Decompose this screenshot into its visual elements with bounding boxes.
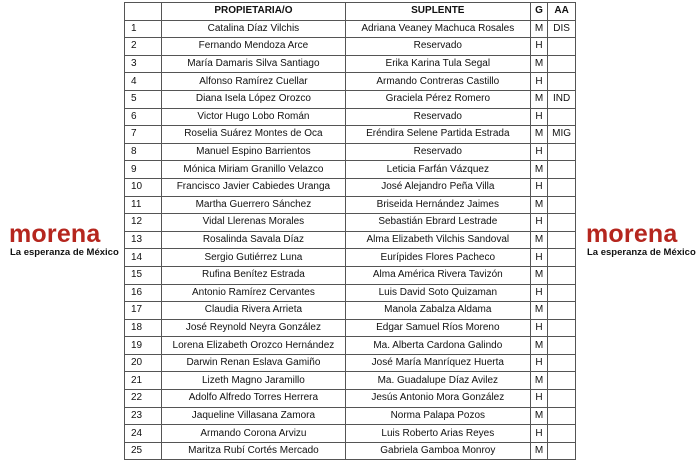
propietario-name: Rosalinda Savala Díaz [161,231,345,249]
aa-cell [548,425,576,443]
table-row [125,73,576,91]
genero-cell: H [530,249,547,267]
header-genero: G [530,3,547,21]
propietario-name: Roselia Suárez Montes de Oca [161,126,345,144]
aa-cell [548,302,576,320]
propietario-name: Victor Hugo Lobo Román [161,108,345,126]
row-number: 3 [125,55,162,73]
aa-cell [548,319,576,337]
suplente-name: Briseida Hernández Jaimes [345,196,530,214]
logo-tagline: La esperanza de México [10,247,119,258]
table-row [125,372,576,390]
suplente-name: Eréndira Selene Partida Estrada [345,126,530,144]
row-number: 23 [125,407,162,425]
row-number: 21 [125,372,162,390]
suplente-name: Manola Zabalza Aldama [345,302,530,320]
table-row [125,196,576,214]
aa-cell [548,249,576,267]
suplente-name: José Alejandro Peña Villa [345,178,530,196]
suplente-name: Luis David Soto Quizaman [345,284,530,302]
aa-cell [548,407,576,425]
suplente-name: Norma Palapa Pozos [345,407,530,425]
table-row [125,302,576,320]
table-body [125,20,576,460]
header-propietario: PROPIETARIA/O [161,3,345,21]
row-number: 12 [125,214,162,232]
candidates-table [124,2,576,460]
genero-cell: H [530,425,547,443]
aa-cell [548,337,576,355]
table-row [125,337,576,355]
table-row [125,143,576,161]
genero-cell: M [530,266,547,284]
row-number: 9 [125,161,162,179]
suplente-name: Jesús Antonio Mora González [345,390,530,408]
propietario-name: Claudia Rivera Arrieta [161,302,345,320]
propietario-name: Darwin Renan Eslava Gamiño [161,354,345,372]
genero-cell: H [530,390,547,408]
row-number: 13 [125,231,162,249]
logo-tagline: La esperanza de México [587,247,696,258]
row-number: 4 [125,73,162,91]
suplente-name: Armando Contreras Castillo [345,73,530,91]
table-row [125,178,576,196]
table-row [125,284,576,302]
row-number: 15 [125,266,162,284]
table-row [125,319,576,337]
aa-cell [548,372,576,390]
genero-cell: M [530,196,547,214]
genero-cell: M [530,90,547,108]
aa-cell [548,354,576,372]
suplente-name: Sebastián Ebrard Lestrade [345,214,530,232]
table-row [125,214,576,232]
aa-cell [548,38,576,56]
table-row [125,126,576,144]
suplente-name: Reservado [345,143,530,161]
table-row [125,38,576,56]
table-row [125,266,576,284]
genero-cell: H [530,214,547,232]
aa-cell: DIS [548,20,576,38]
row-number: 18 [125,319,162,337]
logo-wordmark: morena [9,220,101,248]
propietario-name: Adolfo Alfredo Torres Herrera [161,390,345,408]
row-number: 16 [125,284,162,302]
propietario-name: Maritza Rubí Cortés Mercado [161,442,345,460]
genero-cell: H [530,284,547,302]
suplente-name: Reservado [345,108,530,126]
aa-cell [548,442,576,460]
table-row [125,55,576,73]
aa-cell [548,178,576,196]
row-number: 6 [125,108,162,126]
aa-cell [548,231,576,249]
row-number: 20 [125,354,162,372]
table-row [125,390,576,408]
row-number: 1 [125,20,162,38]
row-number: 17 [125,302,162,320]
row-number: 22 [125,390,162,408]
suplente-name: Reservado [345,38,530,56]
aa-cell [548,108,576,126]
aa-cell [548,266,576,284]
suplente-name: Adriana Veaney Machuca Rosales [345,20,530,38]
genero-cell: H [530,354,547,372]
aa-cell: IND [548,90,576,108]
propietario-name: Fernando Mendoza Arce [161,38,345,56]
genero-cell: M [530,20,547,38]
table-row [125,161,576,179]
logo-wordmark: morena [586,220,678,248]
suplente-name: Leticia Farfán Vázquez [345,161,530,179]
aa-cell [548,214,576,232]
table-row [125,442,576,460]
genero-cell: H [530,143,547,161]
propietario-name: Sergio Gutiérrez Luna [161,249,345,267]
table-row [125,108,576,126]
morena-logo-left [9,222,121,258]
row-number: 5 [125,90,162,108]
suplente-name: Gabriela Gamboa Monroy [345,442,530,460]
suplente-name: Ma. Guadalupe Díaz Avilez [345,372,530,390]
table-row [125,354,576,372]
propietario-name: Lizeth Magno Jaramillo [161,372,345,390]
propietario-name: Jaqueline Villasana Zamora [161,407,345,425]
aa-cell [548,73,576,91]
header-number [125,3,162,21]
row-number: 11 [125,196,162,214]
table-row [125,90,576,108]
propietario-name: Vidal Llerenas Morales [161,214,345,232]
genero-cell: M [530,302,547,320]
row-number: 8 [125,143,162,161]
propietario-name: José Reynold Neyra González [161,319,345,337]
genero-cell: M [530,407,547,425]
genero-cell: M [530,231,547,249]
genero-cell: H [530,319,547,337]
aa-cell [548,284,576,302]
table-row [125,249,576,267]
suplente-name: Graciela Pérez Romero [345,90,530,108]
aa-cell [548,390,576,408]
propietario-name: Alfonso Ramírez Cuellar [161,73,345,91]
aa-cell [548,161,576,179]
propietario-name: Francisco Javier Cabiedes Uranga [161,178,345,196]
suplente-name: Edgar Samuel Ríos Moreno [345,319,530,337]
suplente-name: Erika Karina Tula Segal [345,55,530,73]
table-row [125,407,576,425]
genero-cell: H [530,178,547,196]
propietario-name: Manuel Espino Barrientos [161,143,345,161]
genero-cell: M [530,161,547,179]
propietario-name: Mónica Miriam Granillo Velazco [161,161,345,179]
header-aa: AA [548,3,576,21]
propietario-name: María Damaris Silva Santiago [161,55,345,73]
row-number: 19 [125,337,162,355]
propietario-name: Armando Corona Arvizu [161,425,345,443]
genero-cell: M [530,55,547,73]
genero-cell: M [530,442,547,460]
table-row [125,231,576,249]
suplente-name: Alma Elizabeth Vilchis Sandoval [345,231,530,249]
genero-cell: M [530,126,547,144]
suplente-name: Alma América Rivera Tavizón [345,266,530,284]
genero-cell: M [530,337,547,355]
propietario-name: Martha Guerrero Sánchez [161,196,345,214]
aa-cell [548,143,576,161]
genero-cell: H [530,38,547,56]
genero-cell: H [530,73,547,91]
propietario-name: Catalina Díaz Vilchis [161,20,345,38]
aa-cell [548,55,576,73]
genero-cell: H [530,108,547,126]
propietario-name: Antonio Ramírez Cervantes [161,284,345,302]
row-number: 25 [125,442,162,460]
table-row [125,425,576,443]
row-number: 2 [125,38,162,56]
table-header-row [125,3,576,21]
propietario-name: Diana Isela López Orozco [161,90,345,108]
table-row [125,20,576,38]
propietario-name: Rufina Benítez Estrada [161,266,345,284]
genero-cell: M [530,372,547,390]
suplente-name: Eurípides Flores Pacheco [345,249,530,267]
aa-cell [548,196,576,214]
row-number: 14 [125,249,162,267]
suplente-name: José María Manríquez Huerta [345,354,530,372]
row-number: 24 [125,425,162,443]
morena-logo-right [586,222,698,258]
row-number: 10 [125,178,162,196]
header-suplente: SUPLENTE [345,3,530,21]
propietario-name: Lorena Elizabeth Orozco Hernández [161,337,345,355]
row-number: 7 [125,126,162,144]
aa-cell: MIG [548,126,576,144]
suplente-name: Ma. Alberta Cardona Galindo [345,337,530,355]
suplente-name: Luis Roberto Arias Reyes [345,425,530,443]
